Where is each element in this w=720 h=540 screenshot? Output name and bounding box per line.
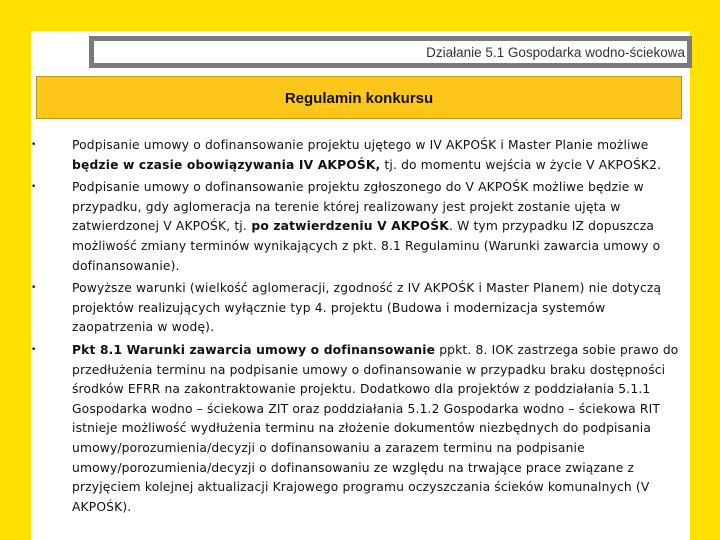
list-item — [31, 178, 690, 276]
bullet-text: Podpisanie umowy o dofinansowanie projektu zgłoszonego do V AKPOŚK możliwe będzie w przypadku, gdy aglomeracja na terenie której realizowany jest projekt zostanie ujęta w zatwierdzonej V AKPOŚK, tj. — [72, 180, 644, 234]
bullet-icon: • — [31, 283, 37, 294]
bullet-icon: • — [31, 182, 37, 193]
bullet-text: tj. do momentu wejścia w życie V AKPOŚK2. — [380, 157, 662, 172]
list-item — [31, 341, 690, 517]
bullet-text: Powyższe warunki (wielkość aglomeracji, zgodność z IV AKPOŚK i Master Planem) nie dotyczą projektów realizujących wyłącznie typ 4. projektu (Budowa i modernizacja systemów zaopatrzenia w wodę). — [72, 281, 662, 335]
bullet-icon: • — [31, 344, 37, 355]
header-bar — [89, 36, 692, 68]
bullet-text: ppkt. 8. IOK zastrzega sobie prawo do przedłużenia terminu na podpisanie umowy o dofinansowanie w przypadku braku dostępności środków EFRR na zakontraktowanie projektu. Dodatkowo dla projektów z poddziałania 5.1.1 Gospodarka wodno – ściekowa ZIT oraz poddziałania 5.1.2 Gospodarka wodno – ściekowa RIT istnieje możliwość wydłużenia terminu na złożenie dokumentów niezbędnych do podpisania umowy/porozumienia/decyzji o dofinansowaniu a zarazem terminu na podpisanie umowy/porozumienia/decyzji o dofinansowaniu ze względu na trwające prace związane z przyjęciem kolejnej aktualizacji Krajowego programu oczyszczania ścieków komunalnych (V AKPOŚK). — [72, 342, 679, 514]
bullet-text-bold: będzie w czasie obowiązywania IV AKPOŚK, — [72, 157, 381, 172]
bullet-text: Podpisanie umowy o dofinansowanie projektu ujętego w IV AKPOŚK i Master Planie możliwe — [72, 138, 649, 152]
slide — [31, 31, 690, 540]
bullet-text: . W tym przypadku IZ dopuszcza możliwość zmiany terminów wynikających z pkt. 8.1 Regulaminu (Warunki zawarcia umowy o dofinansowanie). — [72, 219, 661, 273]
list-item — [31, 136, 690, 175]
bullet-text-bold: po zatwierdzeniu V AKPOŚK — [246, 219, 449, 234]
bullet-icon: • — [31, 140, 37, 150]
bullet-list — [31, 136, 690, 520]
header-title: Działanie 5.1 Gospodarka wodno-ściekowa — [94, 41, 687, 63]
title-box — [36, 76, 682, 119]
bullet-text-bold: Pkt 8.1 Warunki zawarcia umowy o dofinansowanie — [72, 342, 436, 357]
slide-title: Regulamin konkursu — [284, 90, 434, 107]
list-item — [31, 279, 690, 338]
